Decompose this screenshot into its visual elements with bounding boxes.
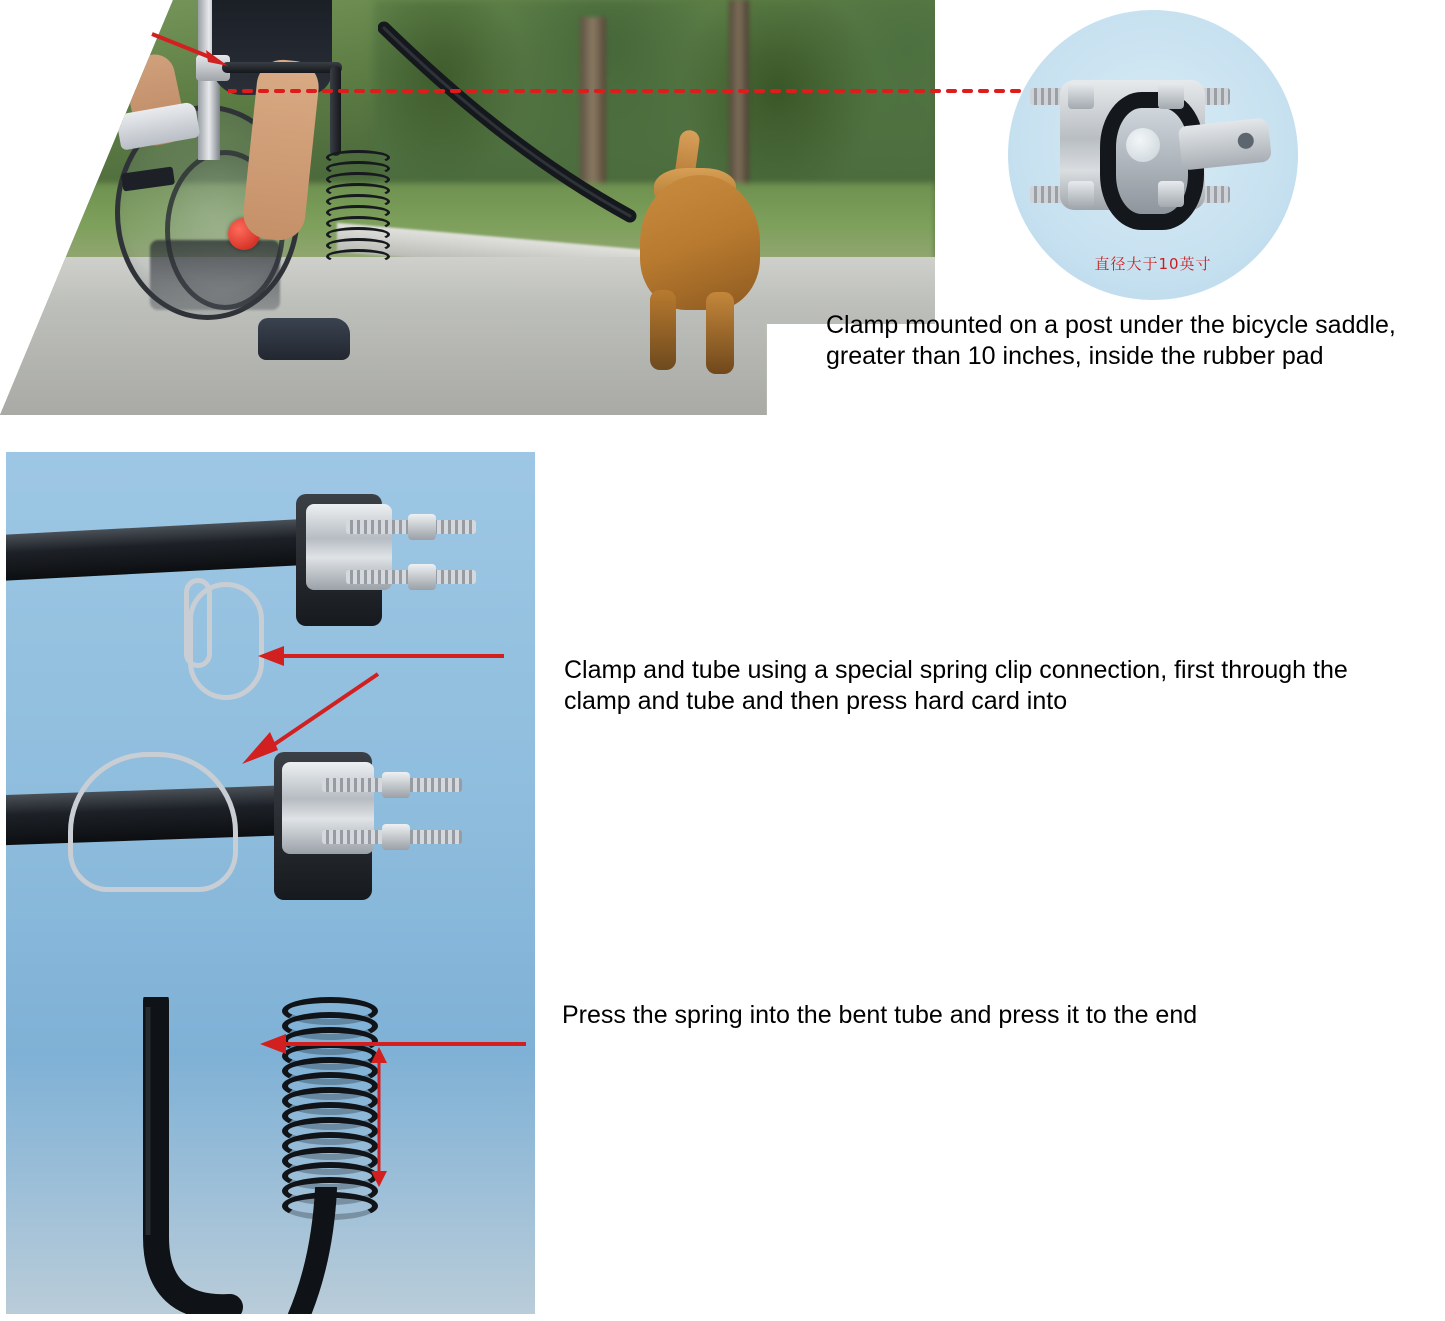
leash-tube-horizontal [222,62,342,73]
dotted-connector-line [228,78,1028,104]
spring-clip-detached-pin [184,578,212,668]
bicycle-frame-parts [150,240,280,310]
clamp-nut [1158,181,1184,207]
clamp-opening [1126,128,1160,162]
bent-tube-upper [6,518,317,581]
bent-tube-hook [114,997,244,1314]
step-caption-spring-press: Press the spring into the bent tube and press it to the end [562,1001,1198,1029]
clamp-nut [1068,83,1094,109]
top-panel-caption: Clamp mounted on a post under the bicycle saddle, greater than 10 inches, inside the rubber pad [826,311,1396,371]
step-caption-spring-clip: Clamp and tube using a special spring clip connection, first through the clamp and tube and then press hard card into [564,656,1348,716]
clamp-assembly-photo [6,452,535,1314]
pointer-arrow-icon [150,28,230,68]
leash-spring [326,150,384,260]
rider-shoe [258,318,350,360]
clamp-inset-chinese-note: 直径大于10英寸 [1094,255,1212,273]
clamp-nut-upper [408,564,436,590]
leash-strap [378,20,658,220]
cyclist-with-dog-photo [0,0,935,415]
top-instruction-panel [0,0,1445,430]
measurement-arrow-icon [364,1047,394,1187]
clamp-nut [1158,83,1184,109]
clamp-closeup-inset [1008,10,1298,300]
clamp-nut-upper [408,514,436,540]
wrench-icon [1178,117,1272,170]
pointer-arrow-icon [256,644,506,668]
clamp-nut-lower [382,824,410,850]
dog-leg [650,290,676,370]
pointer-arrow-icon [236,666,386,766]
spring-coil-tail [286,1187,356,1314]
spring-clip-inserted [68,752,238,892]
clamp-nut [1068,181,1094,207]
clamp-nut-lower [382,772,410,798]
dog-leg [706,292,734,374]
pointer-arrow-icon [258,1032,528,1056]
